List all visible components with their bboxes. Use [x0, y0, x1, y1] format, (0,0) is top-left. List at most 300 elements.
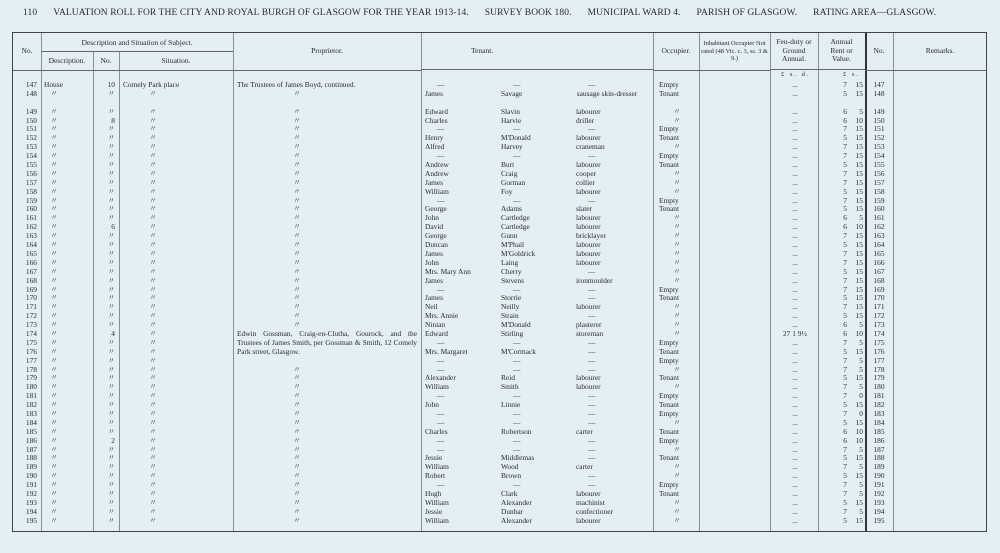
description: 〃	[50, 382, 58, 392]
tenant-surname: Storrie	[501, 293, 522, 303]
rent-shillings: 15	[855, 373, 863, 383]
situation: 〃	[149, 408, 157, 418]
row-number: 188	[25, 453, 37, 463]
tenant-first-name: —	[437, 151, 445, 161]
rent-shillings: 5	[859, 444, 863, 454]
row-number: 162	[25, 222, 37, 232]
proprietor: 〃	[293, 462, 301, 472]
tenant-occupation: —	[588, 355, 596, 365]
proprietor: 〃	[293, 400, 301, 410]
feu-duty: ...	[792, 435, 798, 445]
row-number: 178	[25, 364, 37, 374]
tenant-first-name: —	[437, 444, 445, 454]
row-number-right: 181	[873, 391, 885, 401]
proprietor: 〃	[293, 471, 301, 481]
tenant-surname: —	[513, 284, 521, 294]
row-number: 172	[25, 311, 37, 321]
house-number: 〃	[107, 337, 115, 347]
house-number: 8	[111, 115, 115, 125]
description: 〃	[50, 488, 58, 498]
situation: 〃	[149, 213, 157, 223]
house-number: 〃	[107, 124, 115, 134]
proprietor: 〃	[293, 293, 301, 303]
description: 〃	[50, 88, 58, 98]
rent-shillings: 15	[855, 293, 863, 303]
rent-pounds: 5	[843, 160, 847, 170]
feu-duty: ...	[792, 382, 798, 392]
feu-duty: ...	[792, 248, 798, 258]
proprietor: Edwin Gossman, Craig-en-Clutha, Gourock, and the Trustees of James Smith, per Gossman & Smith, 12 Comely Park street, Glasgow.	[237, 328, 417, 356]
occupier-status: Tenant	[659, 88, 680, 98]
header-occupier: Occupier.	[653, 33, 699, 71]
row-number-right: 151	[873, 124, 885, 134]
rent-shillings: 5	[859, 364, 863, 374]
occupier-status: Tenant	[659, 346, 680, 356]
row-number-right: 173	[873, 320, 885, 330]
row-number-right: 156	[873, 168, 885, 178]
row-number: 159	[25, 195, 37, 205]
house-number: 〃	[107, 408, 115, 418]
description: 〃	[50, 453, 58, 463]
house-number: 〃	[107, 497, 115, 507]
proprietor: 〃	[293, 302, 301, 312]
row-number-right: 194	[873, 506, 885, 516]
rent-pounds: 7	[843, 142, 847, 152]
occupier-status: 〃	[673, 302, 681, 312]
table-row	[13, 143, 988, 152]
occupier-status: 〃	[673, 444, 681, 454]
rent-pounds: 7	[843, 275, 847, 285]
row-number: 168	[25, 275, 37, 285]
occupier-status: 〃	[673, 168, 681, 178]
rent-pounds: 7	[843, 177, 847, 187]
tenant-first-name: —	[437, 355, 445, 365]
tenant-first-name: Alfred	[425, 142, 445, 152]
proprietor: 〃	[293, 88, 301, 98]
tenant-surname: Brown	[501, 471, 522, 481]
house-number: 〃	[107, 275, 115, 285]
table-row	[13, 357, 988, 366]
situation: 〃	[149, 320, 157, 330]
tenant-surname: Gorman	[501, 177, 526, 187]
description: 〃	[50, 257, 58, 267]
rent-shillings: 0	[859, 408, 863, 418]
house-number: 〃	[107, 373, 115, 383]
tenant-occupation: labourer	[576, 133, 601, 143]
occupier-status: Tenant	[659, 293, 680, 303]
description: 〃	[50, 142, 58, 152]
proprietor: 〃	[293, 382, 301, 392]
occupier-status: Empty	[659, 355, 679, 365]
proprietor: 〃	[293, 435, 301, 445]
tenant-first-name: Robert	[425, 471, 446, 481]
row-number: 171	[25, 302, 37, 312]
tenant-occupation: —	[588, 444, 596, 454]
situation: 〃	[149, 160, 157, 170]
proprietor: 〃	[293, 133, 301, 143]
rent-shillings: 5	[859, 106, 863, 116]
proprietor: 〃	[293, 364, 301, 374]
tenant-surname: —	[513, 364, 521, 374]
tenant-occupation: driller	[576, 115, 595, 125]
situation: 〃	[149, 257, 157, 267]
rent-pounds: 7	[843, 124, 847, 134]
rent-shillings: 15	[855, 302, 863, 312]
row-number: 186	[25, 435, 37, 445]
situation: 〃	[149, 240, 157, 250]
municipal-ward: MUNICIPAL WARD 4.	[587, 8, 681, 18]
rent-shillings: 5	[859, 480, 863, 490]
feu-duty: ...	[792, 160, 798, 170]
row-number-right: 148	[873, 88, 885, 98]
proprietor: 〃	[293, 204, 301, 214]
house-number: 2	[111, 435, 115, 445]
feu-duty: ...	[792, 168, 798, 178]
house-number: 4	[111, 328, 115, 338]
header-situation: Situation.	[119, 51, 233, 71]
tenant-first-name: —	[437, 435, 445, 445]
tenant-surname: —	[513, 391, 521, 401]
row-number-right: 165	[873, 248, 885, 258]
occupier-status: 〃	[673, 364, 681, 374]
row-number: 181	[25, 391, 37, 401]
tenant-occupation: —	[588, 266, 596, 276]
rent-shillings: 10	[855, 426, 863, 436]
rent-pounds: 7	[843, 80, 847, 89]
rent-shillings: 15	[855, 515, 863, 525]
tenant-surname: Neilly	[501, 302, 520, 312]
house-number: 〃	[107, 151, 115, 161]
row-number-right: 168	[873, 275, 885, 285]
situation: 〃	[149, 382, 157, 392]
row-number-right: 187	[873, 444, 885, 454]
occupier-status: Empty	[659, 391, 679, 401]
table-row	[13, 401, 988, 410]
row-number-right: 155	[873, 160, 885, 170]
feu-duty: ...	[792, 142, 798, 152]
situation: 〃	[149, 133, 157, 143]
feu-duty: ...	[792, 364, 798, 374]
situation: 〃	[149, 186, 157, 196]
house-number: 〃	[107, 213, 115, 223]
feu-duty: ...	[792, 453, 798, 463]
feu-duty: ...	[792, 515, 798, 525]
rent-shillings: 5	[859, 506, 863, 516]
tenant-surname: Stirling	[501, 328, 524, 338]
row-number: 193	[25, 497, 37, 507]
occupier-status: Empty	[659, 195, 679, 205]
tenant-occupation: —	[588, 391, 596, 401]
feu-duty: ...	[792, 204, 798, 214]
rent-pounds: 5	[843, 497, 847, 507]
feu-duty: ...	[792, 337, 798, 347]
house-number: 〃	[107, 133, 115, 143]
row-number-right: 177	[873, 355, 885, 365]
rent-pounds: 7	[843, 480, 847, 490]
occupier-status: Empty	[659, 124, 679, 134]
description: 〃	[50, 302, 58, 312]
rent-shillings: 15	[855, 453, 863, 463]
row-number-right: 178	[873, 364, 885, 374]
table-row	[13, 517, 988, 526]
house-number: 〃	[107, 488, 115, 498]
tenant-first-name: Edward	[425, 328, 448, 338]
rent-pounds: 5	[843, 186, 847, 196]
tenant-occupation: labourer	[576, 106, 601, 116]
tenant-surname: M'Phail	[501, 240, 525, 250]
occupier-status: Tenant	[659, 373, 680, 383]
occupier-status: 〃	[673, 177, 681, 187]
tenant-first-name: —	[437, 408, 445, 418]
house-number: 〃	[107, 426, 115, 436]
tenant-surname: —	[513, 435, 521, 445]
house-number: 〃	[107, 106, 115, 116]
proprietor: 〃	[293, 480, 301, 490]
table-row	[13, 383, 988, 392]
row-number: 174	[25, 328, 37, 338]
row-number: 150	[25, 115, 37, 125]
description: 〃	[50, 506, 58, 516]
tenant-surname: Clark	[501, 488, 518, 498]
row-number-right: 166	[873, 257, 885, 267]
rent-pounds: 5	[843, 133, 847, 143]
situation: 〃	[149, 248, 157, 258]
tenant-surname: —	[513, 417, 521, 427]
occupier-status: 〃	[673, 142, 681, 152]
row-number: 170	[25, 293, 37, 303]
header-remarks: Remarks.	[893, 33, 987, 71]
tenant-first-name: William	[425, 186, 449, 196]
feu-duty: ...	[792, 275, 798, 285]
tenant-occupation: plasterer	[576, 320, 602, 330]
row-number: 152	[25, 133, 37, 143]
rent-pounds: 6	[843, 426, 847, 436]
row-number: 154	[25, 151, 37, 161]
occupier-status: Empty	[659, 151, 679, 161]
rating-area: RATING AREA—GLASGOW.	[813, 8, 937, 18]
rent-pounds: 7	[843, 488, 847, 498]
occupier-status: 〃	[673, 222, 681, 232]
situation: 〃	[149, 373, 157, 383]
tenant-first-name: John	[425, 400, 439, 410]
rent-pounds: 5	[843, 88, 847, 98]
table-row	[13, 348, 988, 357]
situation: 〃	[149, 222, 157, 232]
rent-pounds: 5	[843, 204, 847, 214]
proprietor: 〃	[293, 284, 301, 294]
rent-pounds: 7	[843, 355, 847, 365]
situation: 〃	[149, 426, 157, 436]
row-number-right: 192	[873, 488, 885, 498]
occupier-status: Empty	[659, 408, 679, 418]
feu-duty: ...	[792, 231, 798, 241]
tenant-first-name: Andrew	[425, 168, 449, 178]
description: 〃	[50, 444, 58, 454]
tenant-surname: M'Goldrick	[501, 248, 536, 258]
tenant-surname: Robertson	[501, 426, 532, 436]
rent-shillings: 15	[855, 142, 863, 152]
tenant-surname: —	[513, 80, 521, 89]
tenant-surname: Cartledge	[501, 222, 530, 232]
proprietor: 〃	[293, 453, 301, 463]
proprietor: 〃	[293, 275, 301, 285]
tenant-first-name: —	[437, 337, 445, 347]
rent-pounds: 7	[843, 195, 847, 205]
feu-duty: ...	[792, 408, 798, 418]
row-number: 187	[25, 444, 37, 454]
row-number-right: 190	[873, 471, 885, 481]
situation: 〃	[149, 275, 157, 285]
description: 〃	[50, 151, 58, 161]
tenant-occupation: labourer	[576, 257, 601, 267]
feu-duty: ...	[792, 400, 798, 410]
table-row	[13, 410, 988, 419]
proprietor: 〃	[293, 240, 301, 250]
situation: 〃	[149, 480, 157, 490]
occupier-status: Empty	[659, 480, 679, 490]
occupier-status: 〃	[673, 320, 681, 330]
proprietor: 〃	[293, 515, 301, 525]
occupier-status: 〃	[673, 515, 681, 525]
tenant-occupation: machinist	[576, 497, 605, 507]
situation: 〃	[149, 417, 157, 427]
tenant-surname: Adams	[501, 204, 522, 214]
occupier-status: 〃	[673, 471, 681, 481]
rent-shillings: 15	[855, 257, 863, 267]
tenant-first-name: —	[437, 80, 445, 89]
rent-shillings: 15	[855, 284, 863, 294]
row-number: 185	[25, 426, 37, 436]
rent-shillings: 5	[859, 355, 863, 365]
header-description: Description.	[41, 51, 93, 71]
tenant-occupation: —	[588, 400, 596, 410]
tenant-first-name: William	[425, 462, 449, 472]
rent-pounds: 7	[843, 444, 847, 454]
tenant-occupation: labourer	[576, 213, 601, 223]
tenant-occupation: carter	[576, 426, 593, 436]
tenant-first-name: Ninian	[425, 320, 446, 330]
tenant-first-name: —	[437, 284, 445, 294]
rent-pounds: 6	[843, 328, 847, 338]
description: 〃	[50, 133, 58, 143]
tenant-occupation: —	[588, 151, 596, 161]
tenant-occupation: labourer	[576, 240, 601, 250]
description: 〃	[50, 231, 58, 241]
rent-shillings: 0	[859, 391, 863, 401]
situation: Comely Park place	[123, 80, 180, 89]
rent-pounds: 7	[843, 231, 847, 241]
feu-duty: ...	[792, 106, 798, 116]
rent-pounds: 6	[843, 320, 847, 330]
rent-shillings: 10	[855, 222, 863, 232]
row-number-right: 182	[873, 400, 885, 410]
description: 〃	[50, 293, 58, 303]
header-desc-group: Description and Situation of Subject.	[41, 33, 233, 52]
tenant-occupation: —	[588, 408, 596, 418]
house-number: 〃	[107, 266, 115, 276]
proprietor: 〃	[293, 408, 301, 418]
row-number-right: 160	[873, 204, 885, 214]
tenant-surname: Strain	[501, 311, 519, 321]
situation: 〃	[149, 142, 157, 152]
situation: 〃	[149, 364, 157, 374]
rent-shillings: 15	[855, 240, 863, 250]
survey-book: SURVEY BOOK 180.	[484, 8, 572, 18]
house-number: 〃	[107, 195, 115, 205]
house-number: 10	[107, 80, 115, 89]
occupier-status: 〃	[673, 240, 681, 250]
situation: 〃	[149, 311, 157, 321]
proprietor: 〃	[293, 168, 301, 178]
row-number-right: 159	[873, 195, 885, 205]
feu-duty: ...	[792, 480, 798, 490]
tenant-occupation: confectioner	[576, 506, 613, 516]
occupier-status: 〃	[673, 417, 681, 427]
header-no-right: No.	[865, 33, 893, 71]
row-number: 164	[25, 240, 37, 250]
situation: 〃	[149, 400, 157, 410]
rent-shillings: 5	[859, 382, 863, 392]
rent-pounds: 6	[843, 435, 847, 445]
tenant-surname: Middlemas	[501, 453, 535, 463]
house-number: 〃	[107, 515, 115, 525]
situation: 〃	[149, 506, 157, 516]
description: 〃	[50, 320, 58, 330]
feu-duty: ...	[792, 88, 798, 98]
rent-pounds: 7	[843, 151, 847, 161]
parish: PARISH OF GLASGOW.	[696, 8, 798, 18]
rent-shillings: 15	[855, 186, 863, 196]
tenant-occupation: —	[588, 471, 596, 481]
rent-shillings: 15	[855, 195, 863, 205]
rent-shillings: 15	[855, 151, 863, 161]
row-number: 149	[25, 106, 37, 116]
description: 〃	[50, 408, 58, 418]
description: 〃	[50, 435, 58, 445]
situation: 〃	[149, 355, 157, 365]
rent-pounds: 7	[843, 302, 847, 312]
description: 〃	[50, 266, 58, 276]
rent-pounds: 7	[843, 382, 847, 392]
house-number: 〃	[107, 248, 115, 258]
occupier-status: 〃	[673, 382, 681, 392]
header-no: No.	[13, 33, 41, 71]
tenant-surname: Linnie	[501, 400, 521, 410]
occupier-status: 〃	[673, 186, 681, 196]
tenant-occupation: —	[588, 346, 596, 356]
situation: 〃	[149, 177, 157, 187]
house-number: 〃	[107, 480, 115, 490]
proprietor: 〃	[293, 231, 301, 241]
proprietor: 〃	[293, 257, 301, 267]
tenant-occupation: labourer	[576, 382, 601, 392]
description: 〃	[50, 177, 58, 187]
tenant-first-name: Charles	[425, 426, 448, 436]
situation: 〃	[149, 337, 157, 347]
tenant-occupation: labourer	[576, 488, 601, 498]
occupier-status: Tenant	[659, 133, 680, 143]
row-number-right: 161	[873, 213, 885, 223]
rent-shillings: 15	[855, 400, 863, 410]
tenant-occupation: labourer	[576, 222, 601, 232]
row-number-right: 175	[873, 337, 885, 347]
row-number: 147	[25, 80, 37, 89]
feu-duty: ...	[792, 462, 798, 472]
feu-duty: ...	[792, 444, 798, 454]
occupier-status: 〃	[673, 275, 681, 285]
proprietor: 〃	[293, 506, 301, 516]
row-number-right: 183	[873, 408, 885, 418]
